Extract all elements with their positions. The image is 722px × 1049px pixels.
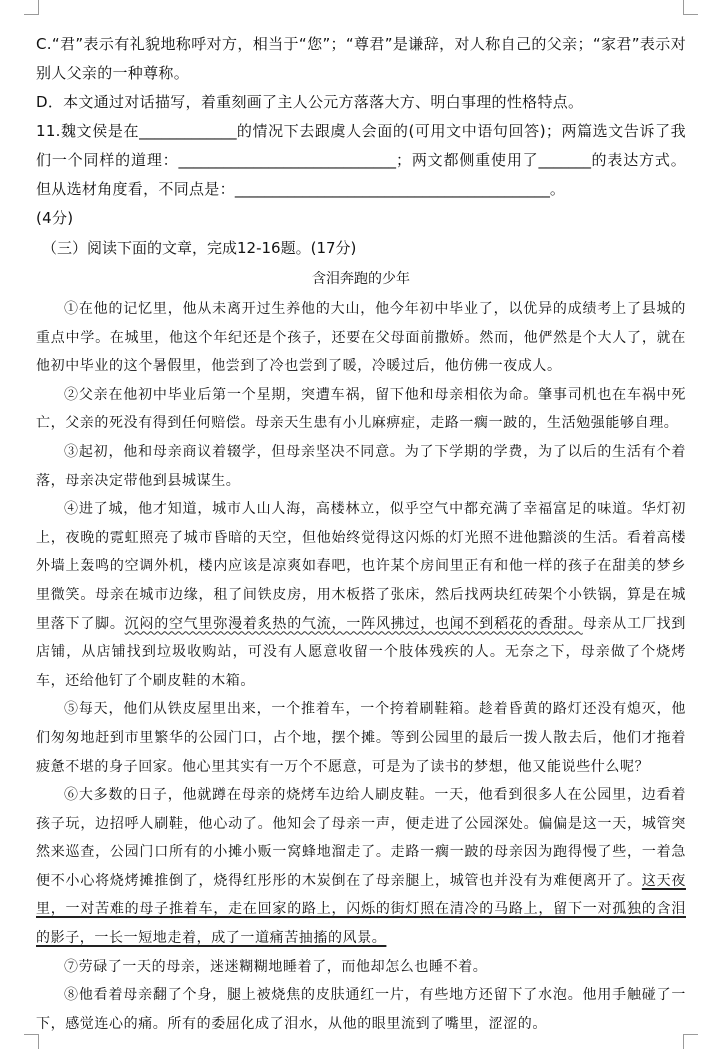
q11-text-1: 11.魏文侯是在 (36, 122, 140, 140)
paragraph-7: ⑦劳碌了一天的母亲，迷迷糊糊地睡着了，而他却怎么也睡不着。 (64, 958, 488, 975)
q11-score: (4分) (36, 209, 74, 227)
paragraph-6-text-a: ⑥大多数的日子，他就蹲在母亲的烧烤车边给人刷皮鞋。一天，他看到很多人在公园里，边看着孩子玩，边招呼人刷鞋，他心动了。他知会了母亲一声，便走进了公园深处。偏偏是这一天，城管突然来巡查，公园门口所有的小摊小贩一窝蜂地溜走了。走路一瘸一跛的母亲因为跑得慢了些，一着急便不小心将烧烤摊推倒了，烧得红彤彤的木炭倒在了母亲腿上，城管也并没有为难便离开了。 (36, 787, 686, 889)
crop-mark-top-left (24, 0, 39, 15)
paragraph-6 (36, 781, 686, 953)
q11-text-4: 的表达方式。但从选材角度看，不同点是： (36, 151, 686, 198)
underlined-sentence: 这天夜里，一对苦难的母子推着车，走在回家的路上，闪烁的街灯照在清冷的马路上，留下一对孤独的含泪的影子，一长一短地走着，成了一道痛苦抽搐的风景。 (36, 872, 686, 947)
paragraph-4 (36, 495, 686, 695)
paragraph-1: ①在他的记忆里，他从未离开过生养他的大山，他今年初中毕业了，以优异的成绩考上了县城的重点中学。在城里，他这个年纪还是个孩子，还要在父母面前撒娇。然而，他俨然是个大人了，就在他初中毕业的这个暑假里，他尝到了冷也尝到了暖，冷暖过后，他仿佛一夜成人。 (36, 301, 686, 375)
q11-answer-blank-4[interactable]: __________________________________________ (234, 180, 550, 198)
q11-text-2: 的情况下去跟虞人会面的(可用文中语句回答)；两篇选文告诉了我们一个同样的道理： (36, 122, 686, 169)
q11-text-3: ；两文都侧重使用了 (396, 151, 539, 169)
paragraph-5: ⑤每天，他们从铁皮屋里出来，一个推着车，一个挎着刷鞋箱。趁着昏黄的路灯还没有熄灭，他们匆匆地赶到市里繁华的公园门口，占个地，摆个摊。等到公园里的最后一拨人散去后，他们才拖着疲惫不堪的身子回家。他心里其实有一万个不愿意，可是为了读书的梦想，他又能说些什么呢？ (36, 701, 686, 775)
article-title: 含泪奔跑的少年 (312, 271, 410, 287)
crop-mark-top-right (683, 0, 698, 15)
q11-answer-blank-3[interactable]: _______ (538, 151, 591, 169)
paragraph-3: ③起初，他和母亲商议着辍学，但母亲坚决不同意。为了下学期的学费，为了以后的生活有个着落，母亲决定带他到县城谋生。 (36, 443, 686, 489)
q11-text-5: 。 (549, 180, 566, 198)
option-d: D．本文通过对话描写，着重刻画了主人公元方落落大方、明白事理的性格特点。 (36, 93, 584, 111)
exam-page (36, 30, 686, 1038)
q11-answer-blank-1[interactable]: _____________ (139, 122, 237, 140)
paragraph-8: ⑧他看着母亲翻了个身，腿上被烧焦的皮肤通红一片，有些地方还留下了水泡。他用手触碰了一下，感觉连心的痛。所有的委屈化成了泪水，从他的眼里流到了嘴里，涩涩的。 (36, 987, 686, 1032)
wavy-underlined-sentence: 沉闷的空气里弥漫着炙热的气流，一阵风拂过，也闻不到稻花的香甜。 (124, 615, 583, 632)
option-c: C.“君”表示有礼貌地称呼对方，相当于“您”；“尊君”是谦辞，对人称自己的父亲；“家君”表示对别人父亲的一种尊称。 (36, 35, 686, 82)
paragraph-4-text-a: ④进了城，他才知道，城市人山人海，高楼林立，似乎空气中都充满了幸福富足的味道。华灯初上，夜晚的霓虹照亮了城市昏暗的天空，但他始终觉得这闪烁的灯光照不进他黯淡的生活。看着高楼外墙上轰鸣的空调外机，楼内应该是凉爽如春吧，也许某个房间里正有和他一样的孩子在甜美的梦乡里微笑。母亲在城市边缘，租了间铁皮房，用木板搭了张床，然后找两块红砖架个小铁锅，算是在城里落下了脚。 (36, 501, 686, 632)
paragraph-4-text-b: 母亲从工厂找到店铺，从店铺找到垃圾收购站，可没有人愿意收留一个肢体残疾的人。无奈之下，母亲做了个烧烤车，还给他钉了个刷皮鞋的木箱。 (36, 615, 686, 689)
paragraph-2: ②父亲在他初中毕业后第一个星期，突遭车祸，留下他和母亲相依为命。肇事司机也在车祸中死亡，父亲的死没有得到任何赔偿。母亲天生患有小儿麻痹症，走路一瘸一跛的，生活勉强能够自理。 (36, 386, 686, 432)
q11-answer-blank-2[interactable]: _____________________________ (178, 151, 396, 169)
question-11 (36, 117, 686, 204)
section-header: （三）阅读下面的文章，完成12-16题。(17分) (42, 239, 357, 257)
